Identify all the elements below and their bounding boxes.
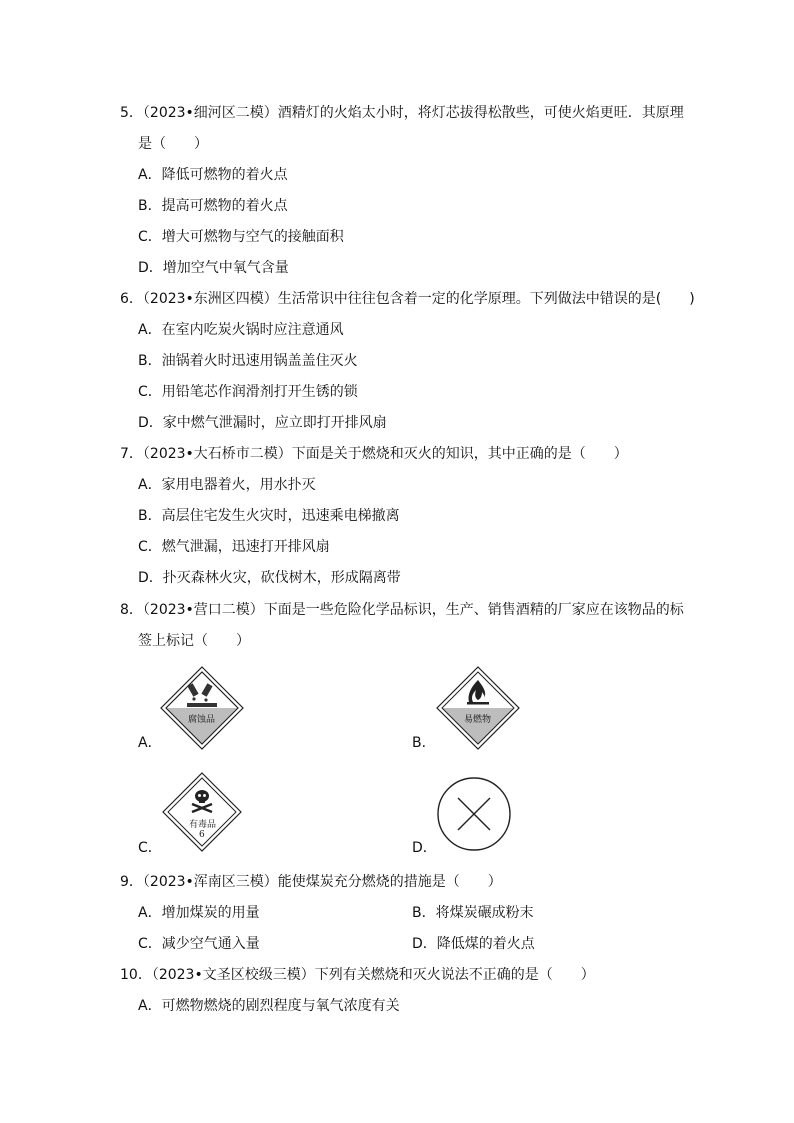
flammable-sign-label: 易燃物 <box>464 715 492 725</box>
q6-option-a[interactable]: A．在室内吃炭火锅时应注意通风 <box>138 322 344 338</box>
q9-option-a[interactable]: A．增加煤炭的用量 <box>138 905 260 921</box>
q5-option-a[interactable]: A．降低可燃物的着火点 <box>138 167 288 183</box>
q10-stem-line1: 10．（2023•文圣区校级三模）下列有关燃烧和灭火说法不正确的是（ ） <box>120 967 595 983</box>
q8-option-b[interactable]: B． <box>412 735 436 751</box>
flammable-sign-icon <box>436 666 520 750</box>
q9-stem-line1: 9．（2023•浑南区三模）能使煤炭充分燃烧的措施是（ ） <box>120 874 502 890</box>
q5-stem-line2: 是（ ） <box>138 136 208 152</box>
q7-option-b[interactable]: B．高层住宅发生火灾时，迅速乘电梯撤离 <box>138 508 400 524</box>
q6-stem-line1: 6．（2023•东洲区四模）生活常识中往往包含着一定的化学原理。下列做法中错误的是( ) <box>120 291 695 307</box>
q5-option-d[interactable]: D．增加空气中氧气含量 <box>138 260 289 276</box>
q5-option-b[interactable]: B．提高可燃物的着火点 <box>138 198 288 214</box>
corrosive-sign-label: 腐蚀品 <box>188 715 216 725</box>
q6-option-d[interactable]: D．家中燃气泄漏时，应立即打开排风扇 <box>138 415 387 431</box>
toxic-sign-label: 有毒品 <box>189 820 217 830</box>
q6-option-c[interactable]: C．用铅笔芯作润滑剂打开生锈的锁 <box>138 384 358 400</box>
q7-option-a[interactable]: A．家用电器着火，用水扑灭 <box>138 477 316 493</box>
toxic-sign-icon <box>162 772 242 852</box>
q6-option-b[interactable]: B．油锅着火时迅速用锅盖盖住灭火 <box>138 353 358 369</box>
corrosive-sign-icon <box>160 666 244 750</box>
q8-option-a[interactable]: A． <box>138 735 162 751</box>
q8-stem-line2: 签上标记（ ） <box>138 633 250 649</box>
crossed-circle-icon <box>436 776 512 852</box>
q5-option-c[interactable]: C．增大可燃物与空气的接触面积 <box>138 229 344 245</box>
q8-option-d[interactable]: D． <box>412 840 437 856</box>
q8-option-c[interactable]: C． <box>138 840 162 856</box>
q8-stem-line1: 8．（2023•营口二模）下面是一些危险化学品标识，生产、销售酒精的厂家应在该物品的标 <box>120 602 684 618</box>
q7-option-d[interactable]: D．扑灭森林火灾，砍伐树木，形成隔离带 <box>138 570 401 586</box>
q9-option-b[interactable]: B．将煤炭碾成粉末 <box>412 905 534 921</box>
q5-stem-line1: 5．（2023•细河区二模）酒精灯的火焰太小时，将灯芯拔得松散些，可使火焰更旺．其原理 <box>120 105 684 121</box>
q10-option-a[interactable]: A．可燃物燃烧的剧烈程度与氧气浓度有关 <box>138 998 400 1014</box>
q7-option-c[interactable]: C．燃气泄漏，迅速打开排风扇 <box>138 539 330 555</box>
toxic-sign-class-number: 6 <box>199 830 205 840</box>
q9-option-c[interactable]: C．减少空气通入量 <box>138 936 260 952</box>
q7-stem-line1: 7．（2023•大石桥市二模）下面是关于燃烧和灭火的知识，其中正确的是（ ） <box>120 446 628 462</box>
q9-option-d[interactable]: D．降低煤的着火点 <box>412 936 535 952</box>
